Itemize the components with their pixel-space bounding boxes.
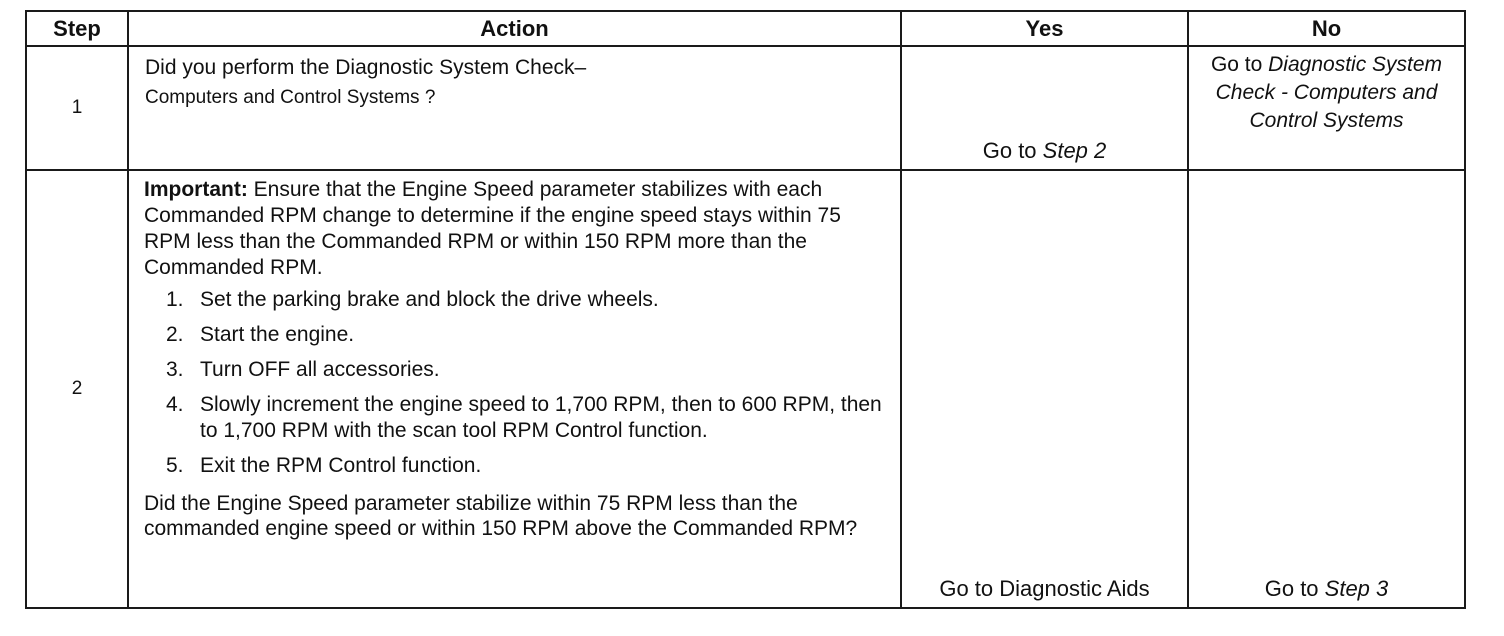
header-yes: Yes [901, 11, 1188, 46]
yes-1-prefix: Go to [982, 138, 1043, 163]
no-1-prefix: Go to [1210, 53, 1269, 76]
action-cell-2 [128, 170, 901, 608]
yes-cell-1 [901, 46, 1188, 170]
list-item [144, 287, 886, 313]
list-item-text: Start the engine. [200, 323, 355, 346]
list-item [144, 453, 886, 479]
header-step: Step [26, 11, 128, 46]
table-row-step-2 [26, 170, 1465, 608]
list-item-number: 3. [166, 358, 184, 381]
procedure-list [144, 287, 886, 479]
list-item-number: 2. [166, 323, 184, 346]
table-header-row [26, 11, 1465, 46]
list-item-text: Exit the RPM Control function. [200, 454, 482, 477]
yes-cell-2 [901, 170, 1188, 608]
header-action: Action [128, 11, 901, 46]
diagnostic-table [25, 10, 1466, 609]
list-item-number: 4. [166, 393, 184, 416]
important-text: Ensure that the Engine Speed parameter stabilizes with each Commanded RPM change to determine if the engine speed stays within 75 RPM less than the Commanded RPM or within 150 RPM more than the Commanded RPM. [144, 178, 841, 279]
no-cell-1 [1188, 46, 1465, 170]
no-1-link[interactable]: Diagnostic System Check - Computers and Control Systems [1215, 53, 1443, 132]
important-note [144, 177, 886, 281]
list-item-text: Set the parking brake and block the drive wheels. [200, 288, 659, 311]
list-item-number: 5. [166, 454, 184, 477]
header-no: No [1188, 11, 1465, 46]
action-1-line-1: Did you perform the Diagnostic System Check– [145, 56, 587, 79]
action-1-line-2: Computers and Control Systems ? [145, 87, 436, 108]
no-2-link[interactable]: Step 3 [1324, 576, 1389, 601]
list-item-number: 1. [166, 288, 184, 311]
step-2-question: Did the Engine Speed parameter stabilize within 75 RPM less than the commanded engine speed or within 150 RPM above the Commanded RPM? [144, 492, 858, 540]
list-item [144, 357, 886, 383]
list-item [144, 392, 886, 444]
table-row-step-1 [26, 46, 1465, 170]
no-cell-2 [1188, 170, 1465, 608]
step-number-2: 2 [26, 170, 128, 608]
yes-1-link[interactable]: Step 2 [1042, 138, 1107, 163]
important-label: Important: [144, 178, 248, 201]
action-cell-1 [128, 46, 901, 170]
list-item-text: Turn OFF all accessories. [200, 358, 440, 381]
no-2-prefix: Go to [1264, 576, 1325, 601]
yes-2-text[interactable]: Go to Diagnostic Aids [939, 576, 1150, 601]
step-number-1: 1 [26, 46, 128, 170]
list-item [144, 322, 886, 348]
list-item-text: Slowly increment the engine speed to 1,700 RPM, then to 600 RPM, then to 1,700 RPM with the scan tool RPM Control function. [200, 393, 882, 442]
